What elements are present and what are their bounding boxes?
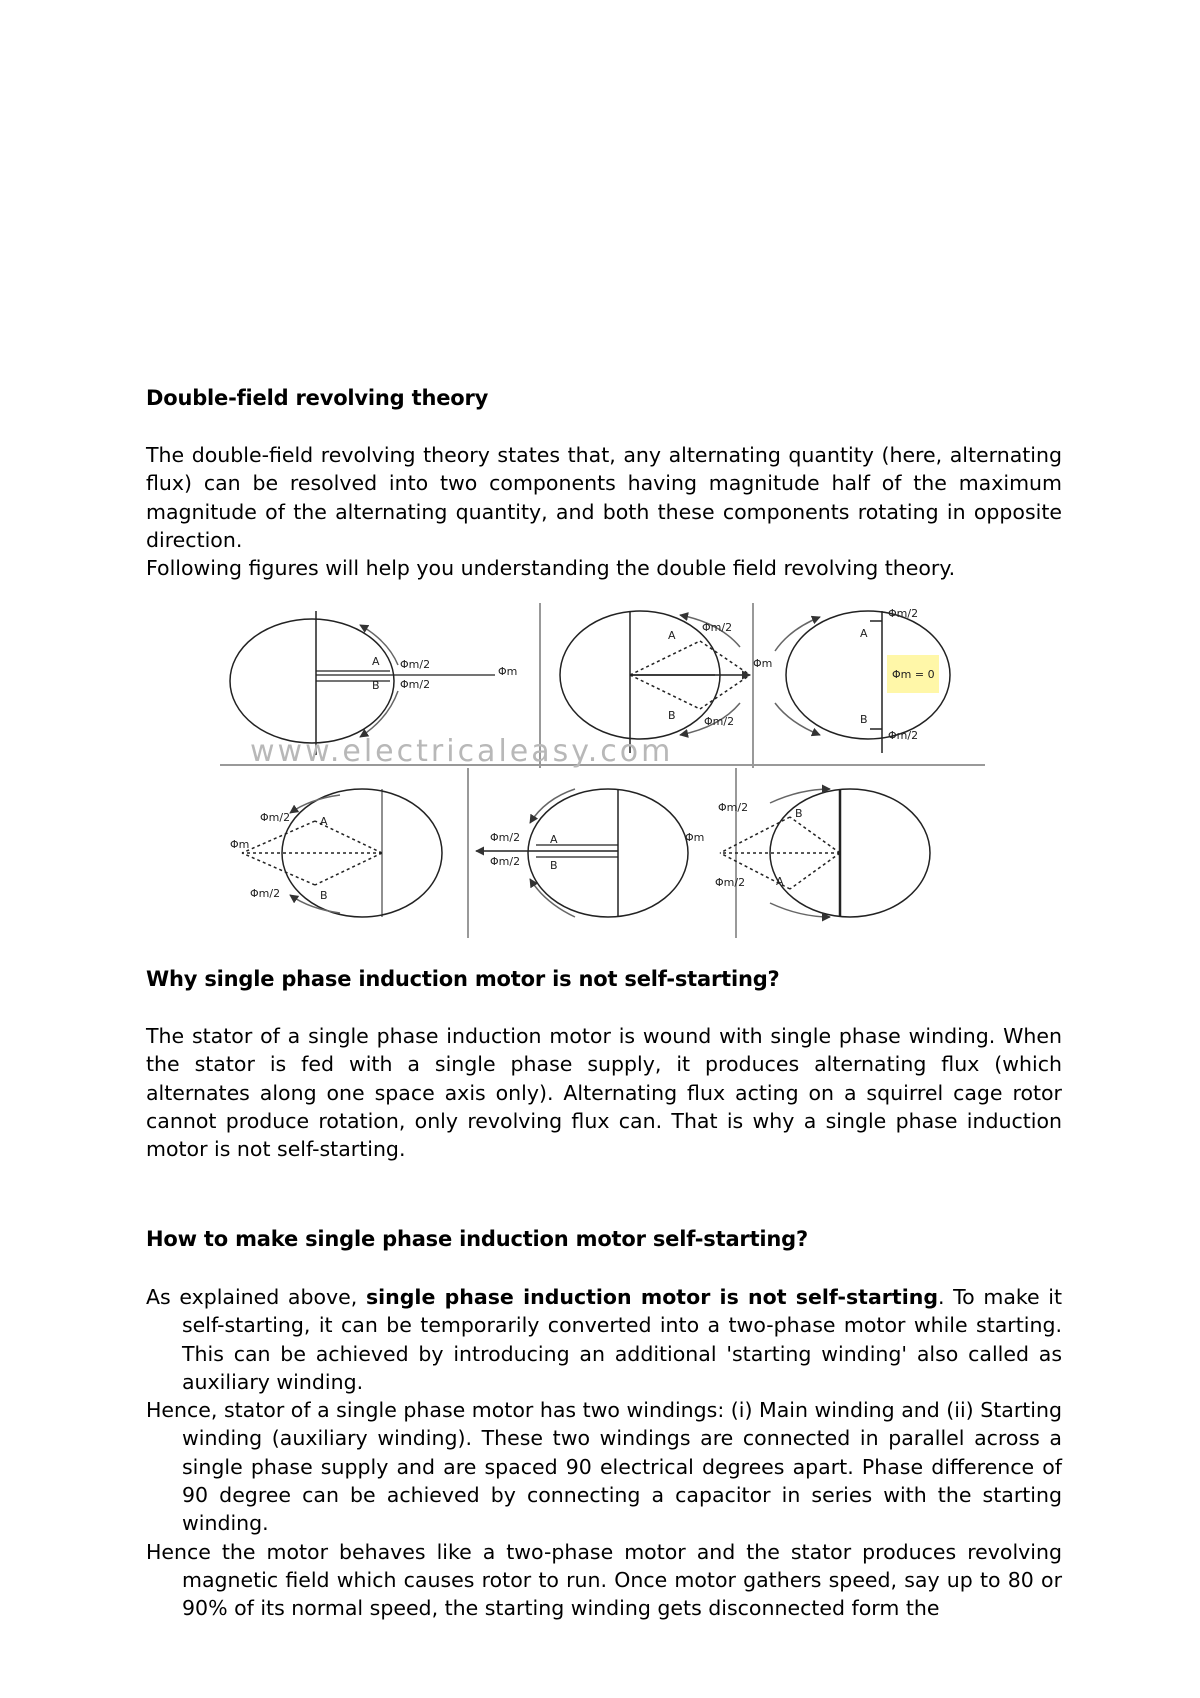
p6-label-b: B (795, 807, 803, 820)
p3-label-phim2-a: Φm/2 (888, 607, 919, 620)
section-not-self-starting (146, 967, 1062, 991)
p2-label-phim: Φm (753, 657, 773, 670)
heading-why-not-self-starting: Why single phase induction motor is not self-starting? (146, 967, 780, 991)
p6-label-phim2-a: Φm/2 (718, 801, 749, 814)
p5-label-phim2-b: Φm/2 (490, 855, 521, 868)
p5-label-a: A (550, 833, 558, 846)
double-field-figure (220, 603, 1000, 938)
p2-label-phim2-b: Φm/2 (704, 715, 735, 728)
heading-double-field-theory: Double-field revolving theory (146, 386, 489, 410)
paragraph-starting-winding (146, 1283, 1062, 1396)
item1-text-bold: single phase induction motor is not self-starting (365, 1285, 938, 1309)
p6-label-phim: Φm (685, 831, 705, 844)
paragraph-two-phase-behaviour: Hence the motor behaves like a two-phase motor and the stator produces revolving magnetic field which causes rotor to run. Once motor gathers speed, say up to 80 or 90% of its normal speed, the starting winding gets disconnected form the (146, 1539, 1062, 1621)
paragraph-stator-explanation: The stator of a single phase induction motor is wound with single phase winding. When the stator is fed with a single phase supply, it produces alternating flux (which alternates along one space axis only). Alternating flux acting on a squirrel cage rotor cannot produce rotation, only revolving flux can. That is why a single phase induction motor is not self-starting. (146, 1024, 1062, 1162)
p1-label-a: A (372, 655, 380, 668)
p4-label-a: A (320, 815, 328, 828)
paragraph-figures-intro: Following figures will help you understanding the double field revolving theory. (146, 556, 956, 581)
p2-label-a: A (668, 629, 676, 642)
p3-label-a: A (860, 627, 868, 640)
p1-label-phim: Φm (498, 665, 518, 678)
p5-label-phim2-a: Φm/2 (490, 831, 521, 844)
p3-label-phim2-b: Φm/2 (888, 729, 919, 742)
p2-label-phim2-a: Φm/2 (702, 621, 733, 634)
p4-label-phim2-b: Φm/2 (250, 887, 281, 900)
p1-label-b: B (372, 679, 380, 692)
p3-label-phim-zero: Φm = 0 (892, 668, 935, 681)
p1-label-phim2-b: Φm/2 (400, 678, 431, 691)
p6-label-a: A (776, 875, 784, 888)
item1-text-post: . To make it self-starting, it can be temporarily converted into a two-phase motor while starting. This can be achieved by introducing an additional 'starting winding' also called as auxiliary winding. (182, 1285, 1062, 1394)
section-double-field-body (146, 441, 1062, 582)
figure-watermark: www.electricaleasy.com (250, 734, 674, 769)
section-double-field (146, 386, 1062, 410)
p2-label-b: B (668, 709, 676, 722)
panel-separators (220, 603, 985, 938)
paragraph-two-windings: Hence, stator of a single phase motor has two windings: (i) Main winding and (ii) Starting winding (auxiliary winding). These two windings are connected in parallel across a single phase supply and are spaced 90 electrical degrees apart. Phase difference of 90 degree can be achieved by connecting a capacitor in series with the starting winding. (146, 1398, 1062, 1536)
heading-how-to-make-self-starting: How to make single phase induction motor self-starting? (146, 1227, 808, 1251)
p4-label-phim: Φm (230, 838, 250, 851)
item1-text-pre: As explained above, (146, 1285, 366, 1309)
section-make-self-starting-body (146, 1283, 1062, 1623)
p4-label-phim2-a: Φm/2 (260, 811, 291, 824)
panel-5 (476, 789, 688, 917)
paragraph-theory-statement: The double-field revolving theory states that, any alternating quantity (here, alternating flux) can be resolved into two components having magnitude half of the maximum magnitude of the alternating quantity, and both these components rotating in opposite direction. (146, 443, 1062, 552)
section-make-self-starting (146, 1227, 1062, 1251)
p4-label-b: B (320, 889, 328, 902)
p6-label-phim2-b: Φm/2 (715, 876, 746, 889)
section-not-self-starting-body (146, 1022, 1062, 1163)
p5-label-b: B (550, 859, 558, 872)
p1-label-phim2-a: Φm/2 (400, 658, 431, 671)
panel-6 (720, 789, 930, 917)
p3-label-b: B (860, 713, 868, 726)
